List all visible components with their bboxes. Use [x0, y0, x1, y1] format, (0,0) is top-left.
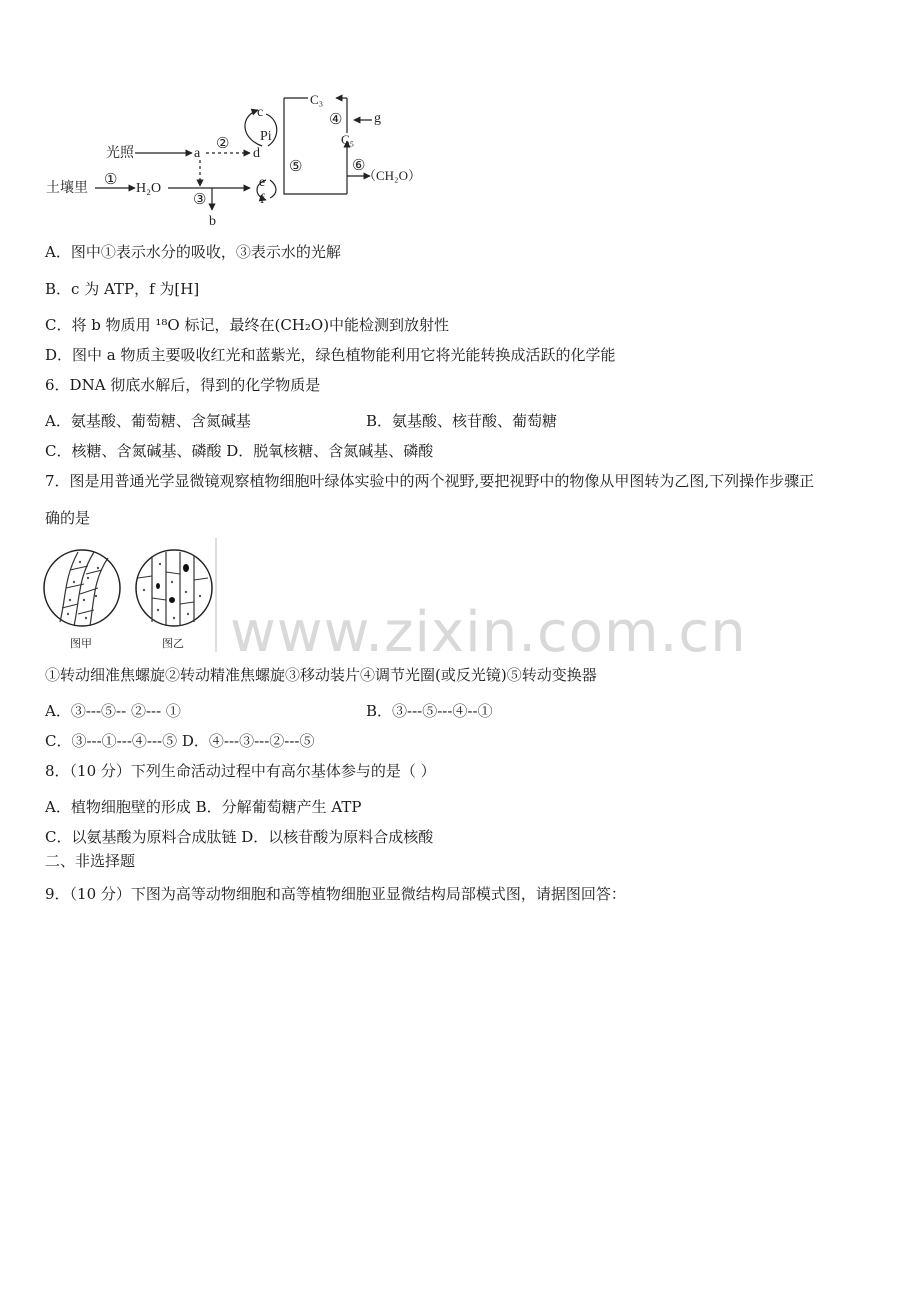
q5-option-a: A．图中①表示水分的吸收，③表示水的光解 [45, 243, 341, 261]
label-light: 光照 [106, 146, 134, 161]
q8-option-cd: C．以氨基酸为原料合成肽链 D．以核苷酸为原料合成核酸 [45, 828, 434, 846]
microscope-figures [40, 538, 220, 654]
view-yi-figure [136, 550, 212, 626]
label-e: e [259, 175, 266, 190]
section-heading: 二、非选择题 [45, 852, 136, 870]
q7-stem-line2: 确的是 [45, 509, 91, 527]
q5-option-b: B．c 为 ATP，f 为[H] [45, 280, 200, 298]
q5-option-d: D．图中 a 物质主要吸收红光和蓝紫光，绿色植物能利用它将光能转换成活跃的化学能 [45, 346, 616, 364]
label-n2: ② [216, 136, 230, 152]
q6-option-cd: C．核糖、含氮碱基、磷酸 D．脱氧核糖、含氮碱基、磷酸 [45, 442, 434, 460]
label-n1: ① [104, 172, 118, 188]
label-water: H₂O [136, 181, 162, 196]
label-pi: Pi [260, 129, 272, 144]
label-d: d [253, 146, 260, 161]
label-c5: C₅ [341, 132, 355, 147]
q8-stem: 8．（10 分）下列生命活动过程中有高尔基体参与的是（ ） [45, 762, 436, 780]
label-c: c [257, 105, 264, 120]
label-n5: ⑤ [289, 159, 303, 175]
label-view-jia: 图甲 [70, 638, 92, 650]
q9-stem: 9．（10 分）下图为高等动物细胞和高等植物细胞亚显微结构局部模式图，请据图回答： [45, 885, 626, 903]
q6-option-a: A．氨基酸、葡萄糖、含氮碱基 [45, 412, 251, 430]
q8-option-ab: A．植物细胞壁的形成 B．分解葡萄糖产生 ATP [45, 798, 362, 816]
label-f: f [260, 192, 265, 207]
photosynthesis-diagram [40, 88, 460, 233]
view-jia-figure [44, 550, 120, 626]
watermark: www.zixin.com.cn [230, 600, 747, 665]
label-a: a [194, 146, 201, 161]
label-n4: ④ [329, 112, 343, 128]
label-view-yi: 图乙 [162, 638, 184, 650]
label-ch2o: （CH₂O） [363, 168, 421, 183]
q7-option-a: A．③---⑤-- ②--- ① [45, 702, 181, 720]
q7-option-cd: C．③---①---④---⑤ D．④---③---②---⑤ [45, 732, 315, 750]
q7-stem-line1: 7．图是用普通光学显微镜观察植物细胞叶绿体实验中的两个视野,要把视野中的物像从甲图转为乙图,下列操作步骤正 [45, 472, 815, 490]
label-c3: C₃ [310, 92, 324, 107]
label-n3: ③ [193, 192, 207, 208]
q6-stem: 6．DNA 彻底水解后，得到的化学物质是 [45, 376, 321, 394]
q6-option-b: B．氨基酸、核苷酸、葡萄糖 [366, 412, 558, 430]
q7-option-b: B．③---⑤---④--① [366, 702, 493, 720]
label-g: g [374, 111, 381, 126]
label-soil: 土壤里 [46, 181, 88, 196]
label-n6: ⑥ [352, 158, 366, 174]
q5-option-c: C．将 b 物质用 ¹⁸O 标记，最终在(CH₂O)中能检测到放射性 [45, 316, 450, 334]
label-b: b [209, 214, 216, 229]
q7-steps: ①转动细准焦螺旋②转动精准焦螺旋③移动装片④调节光圈(或反光镜)⑤转动变换器 [45, 666, 597, 684]
